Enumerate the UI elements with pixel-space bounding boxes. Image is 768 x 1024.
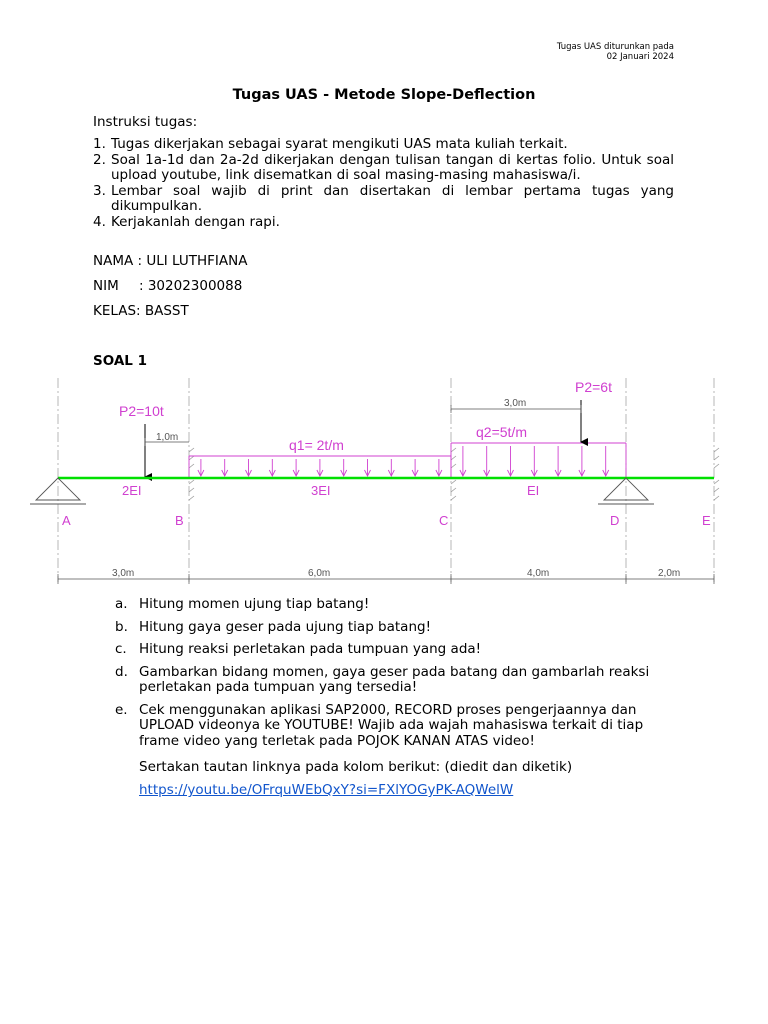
task-item: d. Gambarkan bidang momen, gaya geser pada batang dan gambarlah reaksi perletakan pada tumpuan yang tersedia! [115, 663, 650, 695]
task-item: c. Hitung reaksi perletakan pada tumpuan yang ada! [115, 641, 482, 657]
label-dim-1m: 1,0m [156, 432, 179, 443]
student-nim-field [93, 278, 242, 294]
label-node-b: B [175, 513, 184, 528]
task-item: e. Cek menggunakan aplikasi SAP2000, RECORD proses pengerjaannya dan UPLOAD videonya ke YOUTUBE! Wajib ada wajah mahasiswa terkait di tiap frame video yang terletak pada POJOK KANAN ATAS video! [115, 701, 644, 749]
header-note-line2: 02 Januari 2024 [606, 52, 674, 62]
instructions-list [93, 137, 674, 230]
instruction-item: 3. Lembar soal wajib di print dan disertakan di lembar pertama tugas yang dikumpulkan. [93, 182, 674, 214]
label-span-cd: 4,0m [527, 568, 550, 579]
tasks-list [115, 597, 675, 756]
student-nim-value: : 30202300088 [139, 278, 243, 294]
label-node-a: A [62, 513, 71, 528]
label-p2-right: P2=6t [575, 379, 612, 395]
instruction-item: 1. Tugas dikerjakan sebagai syarat mengikuti UAS mata kuliah terkait. [93, 136, 568, 152]
label-node-c: C [439, 513, 449, 528]
label-q2: q2=5t/m [476, 424, 527, 440]
label-span-ab: 3,0m [112, 568, 135, 579]
student-name-label: NAMA [93, 253, 134, 269]
soal-heading: SOAL 1 [93, 353, 147, 369]
beam-diagram [28, 376, 740, 588]
student-nim-label: NIM [93, 278, 119, 294]
label-node-d: D [610, 513, 620, 528]
label-span-de: 2,0m [658, 568, 681, 579]
label-span-bc: 6,0m [308, 568, 331, 579]
task-item: a. Hitung momen ujung tiap batang! [115, 596, 370, 612]
student-kelas-field [93, 303, 189, 319]
instruction-item: 4. Kerjakanlah dengan rapi. [93, 213, 280, 230]
label-q1: q1= 2t/m [289, 437, 344, 453]
span-dimension-line [58, 574, 714, 584]
student-kelas-value: : BASST [136, 303, 189, 319]
youtube-link[interactable]: https://youtu.be/OFrquWEbQxY?si=FXlYOGyPK-AQWelW [139, 782, 514, 798]
q1-arrows [198, 459, 442, 476]
label-ei-cd: EI [527, 483, 540, 498]
header-note-line1: Tugas UAS diturunkan pada [556, 42, 674, 52]
label-ei-bc: 3EI [311, 483, 331, 498]
link-instruction: Sertakan tautan linknya pada kolom berikut: (diedit dan diketik) [139, 759, 573, 775]
instruction-item: 2. Soal 1a-1d dan 2a-2d dikerjakan dengan tulisan tangan di kertas folio. Untuk soal upload youtube, link disematkan di soal masing-masing mahasiswa/i. [93, 151, 674, 183]
label-p2-left: P2=10t [119, 403, 164, 419]
student-name-value: : ULI LUTHFIANA [137, 253, 248, 269]
page-title: Tugas UAS - Metode Slope-Deflection [232, 87, 536, 103]
student-kelas-label: KELAS [93, 303, 137, 319]
instructions-heading: Instruksi tugas: [93, 114, 198, 130]
label-ei-ab: 2EI [122, 483, 142, 498]
task-item: b. Hitung gaya geser pada ujung tiap batang! [115, 618, 431, 635]
q2-arrows [460, 446, 609, 476]
label-node-e: E [702, 513, 711, 528]
distributed-load-q2 [451, 443, 626, 478]
student-name-field [93, 253, 247, 269]
header-note [557, 42, 674, 62]
label-dim-3m-top: 3,0m [504, 398, 527, 409]
